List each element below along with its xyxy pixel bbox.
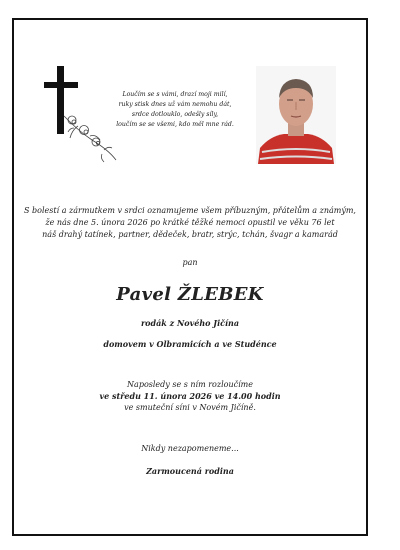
- poem-line: Loučím se s vámi, drazí moji milí,: [122, 91, 228, 98]
- signature-family: Zarmoucená rodina: [146, 466, 234, 476]
- poem-line: srdce dotlouklo, odešly síly,: [131, 111, 219, 118]
- announcement-line: S bolestí a zármutkem v srdci oznamujeme všem příbuzným, přátelům a známým,: [24, 206, 356, 215]
- closing-remembrance: Nikdy nezapomeneme...: [141, 444, 239, 453]
- farewell-line: Naposledy se s ním rozloučíme: [127, 380, 253, 389]
- announcement-text: [20, 205, 360, 241]
- poem-line: ruky stisk dnes už vám nemohu dát,: [118, 101, 232, 108]
- poem-line: loučím se se všemi, kdo měl mne rád.: [116, 121, 234, 128]
- origin-text: rodák z Nového Jičína: [140, 318, 240, 328]
- portrait-photo: [256, 66, 336, 164]
- residence-text: domovem v Olbramicích a ve Studénce: [103, 339, 277, 349]
- portrait-image: [256, 66, 336, 164]
- title-pan: pan: [182, 258, 198, 267]
- announcement-line: že nás dne 5. února 2026 po krátké těžké nemoci opustil ve věku 76 let: [45, 218, 335, 227]
- farewell-info: [20, 379, 360, 414]
- farewell-place: ve smuteční síni v Novém Jičíně.: [124, 403, 256, 412]
- poem: [100, 90, 250, 130]
- deceased-name: Pavel ŽLEBEK: [116, 284, 264, 305]
- announcement-line: náš drahý tatínek, partner, dědeček, bratr, strýc, tchán, švagr a kamarád: [42, 230, 338, 239]
- farewell-date: ve středu 11. února 2026 ve 14.00 hodin: [99, 390, 281, 401]
